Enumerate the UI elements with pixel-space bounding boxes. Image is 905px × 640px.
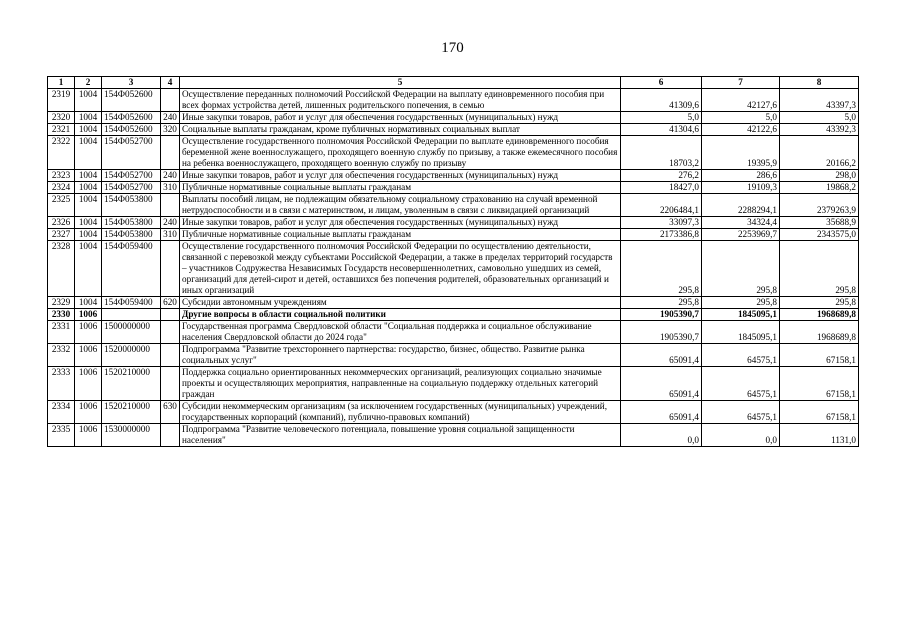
- table-row: [48, 424, 859, 447]
- column-header: 5: [180, 77, 621, 89]
- item-name: Осуществление переданных полномочий Российской Федерации на выплату единовременного пособия при всех формах устройства детей, лишенных родительского попечения, в семью: [180, 89, 621, 112]
- amount-year-2: 64575,1: [702, 344, 780, 367]
- expense-type-code: 240: [161, 170, 180, 182]
- amount-year-3: 67158,1: [780, 344, 859, 367]
- item-name: Социальные выплаты гражданам, кроме публичных нормативных социальных выплат: [180, 124, 621, 136]
- target-article-code: 154Ф053800: [102, 194, 161, 217]
- amount-year-2: 34324,4: [702, 217, 780, 229]
- table-row: [48, 297, 859, 309]
- item-name: Подпрограмма "Развитие трехстороннего партнерства: государство, бизнес, общество. Развитие рынка социальных услуг": [180, 344, 621, 367]
- section-code: 1004: [75, 297, 102, 309]
- amount-year-3: 295,8: [780, 297, 859, 309]
- item-name: Осуществление государственного полномочия Российской Федерации по выплате единовременного пособия беременной жене военнослужащего, проходящего военную службу по призыву, а также ежемесячного пособия на ребенка военнослужащего, проходящего военную службу по призыву: [180, 136, 621, 170]
- target-article-code: 1500000000: [102, 321, 161, 344]
- expense-type-code: 620: [161, 297, 180, 309]
- row-number: 2322: [48, 136, 75, 170]
- table-row: [48, 309, 859, 321]
- section-code: 1004: [75, 182, 102, 194]
- section-code: 1006: [75, 321, 102, 344]
- column-header: 7: [702, 77, 780, 89]
- amount-year-1: 65091,4: [621, 401, 702, 424]
- row-number: 2319: [48, 89, 75, 112]
- amount-year-3: 19868,2: [780, 182, 859, 194]
- amount-year-3: 35688,9: [780, 217, 859, 229]
- section-code: 1004: [75, 136, 102, 170]
- row-number: 2333: [48, 367, 75, 401]
- table-row: [48, 182, 859, 194]
- table-row: [48, 401, 859, 424]
- amount-year-1: 18703,2: [621, 136, 702, 170]
- row-number: 2325: [48, 194, 75, 217]
- amount-year-2: 0,0: [702, 424, 780, 447]
- column-header: 2: [75, 77, 102, 89]
- amount-year-2: 1845095,1: [702, 321, 780, 344]
- item-name: Выплаты пособий лицам, не подлежащим обязательному социальному страхованию на случай временной нетрудоспособности и в связи с материнством, и лицам, уволенным в связи с ликвидацией организаций: [180, 194, 621, 217]
- column-header: 1: [48, 77, 75, 89]
- target-article-code: 154Ф059400: [102, 297, 161, 309]
- item-name: Иные закупки товаров, работ и услуг для обеспечения государственных (муниципальных) нужд: [180, 170, 621, 182]
- amount-year-3: 2379263,9: [780, 194, 859, 217]
- amount-year-2: 2253969,7: [702, 229, 780, 241]
- amount-year-1: 5,0: [621, 112, 702, 124]
- expense-type-code: 630: [161, 401, 180, 424]
- table-row: [48, 241, 859, 297]
- amount-year-1: 1905390,7: [621, 321, 702, 344]
- column-header: 6: [621, 77, 702, 89]
- amount-year-1: 18427,0: [621, 182, 702, 194]
- amount-year-1: 65091,4: [621, 344, 702, 367]
- row-number: 2321: [48, 124, 75, 136]
- section-code: 1004: [75, 217, 102, 229]
- amount-year-2: 42127,6: [702, 89, 780, 112]
- table-row: [48, 89, 859, 112]
- target-article-code: 154Ф052700: [102, 136, 161, 170]
- item-name: Поддержка социально ориентированных некоммерческих организаций, реализующих социально значимые проекты и осуществляющих мероприятия, направленные на социальную поддержку отдельных категорий граждан: [180, 367, 621, 401]
- row-number: 2332: [48, 344, 75, 367]
- column-header: 4: [161, 77, 180, 89]
- section-code: 1004: [75, 124, 102, 136]
- row-number: 2320: [48, 112, 75, 124]
- target-article-code: 154Ф052700: [102, 182, 161, 194]
- amount-year-3: 2343575,0: [780, 229, 859, 241]
- row-number: 2326: [48, 217, 75, 229]
- target-article-code: 154Ф052600: [102, 89, 161, 112]
- table-row: [48, 321, 859, 344]
- amount-year-2: 19395,9: [702, 136, 780, 170]
- target-article-code: 154Ф053800: [102, 217, 161, 229]
- column-header: 3: [102, 77, 161, 89]
- section-code: 1004: [75, 170, 102, 182]
- section-code: 1006: [75, 367, 102, 401]
- amount-year-2: 64575,1: [702, 367, 780, 401]
- expense-type-code: [161, 309, 180, 321]
- page-number: 170: [441, 40, 464, 56]
- target-article-code: [102, 309, 161, 321]
- section-code: 1006: [75, 344, 102, 367]
- column-header: 8: [780, 77, 859, 89]
- amount-year-1: 0,0: [621, 424, 702, 447]
- table-row: [48, 367, 859, 401]
- budget-table: [47, 76, 859, 447]
- amount-year-3: 67158,1: [780, 401, 859, 424]
- row-number: 2324: [48, 182, 75, 194]
- table-row: [48, 112, 859, 124]
- amount-year-3: 1968689,8: [780, 309, 859, 321]
- amount-year-3: 43397,3: [780, 89, 859, 112]
- amount-year-3: 298,0: [780, 170, 859, 182]
- row-number: 2328: [48, 241, 75, 297]
- expense-type-code: [161, 194, 180, 217]
- amount-year-2: 42122,6: [702, 124, 780, 136]
- amount-year-1: 65091,4: [621, 367, 702, 401]
- target-article-code: 154Ф052700: [102, 170, 161, 182]
- amount-year-2: 286,6: [702, 170, 780, 182]
- target-article-code: 1530000000: [102, 424, 161, 447]
- amount-year-2: 64575,1: [702, 401, 780, 424]
- table-row: [48, 217, 859, 229]
- section-code: 1006: [75, 424, 102, 447]
- target-article-code: 154Ф052600: [102, 112, 161, 124]
- amount-year-2: 1845095,1: [702, 309, 780, 321]
- section-code: 1006: [75, 401, 102, 424]
- section-code: 1004: [75, 241, 102, 297]
- amount-year-1: 2206484,1: [621, 194, 702, 217]
- table-row: [48, 194, 859, 217]
- amount-year-3: 43392,3: [780, 124, 859, 136]
- section-code: 1004: [75, 229, 102, 241]
- header-row: [48, 77, 859, 89]
- amount-year-2: 295,8: [702, 241, 780, 297]
- section-code: 1004: [75, 89, 102, 112]
- section-code: 1004: [75, 194, 102, 217]
- amount-year-3: 1968689,8: [780, 321, 859, 344]
- target-article-code: 154Ф059400: [102, 241, 161, 297]
- row-number: 2329: [48, 297, 75, 309]
- amount-year-3: 295,8: [780, 241, 859, 297]
- amount-year-1: 295,8: [621, 241, 702, 297]
- row-number: 2335: [48, 424, 75, 447]
- expense-type-code: [161, 344, 180, 367]
- row-number: 2334: [48, 401, 75, 424]
- table-row: [48, 170, 859, 182]
- amount-year-1: 2173386,8: [621, 229, 702, 241]
- expense-type-code: [161, 321, 180, 344]
- expense-type-code: [161, 241, 180, 297]
- section-code: 1004: [75, 112, 102, 124]
- amount-year-1: 276,2: [621, 170, 702, 182]
- expense-type-code: [161, 424, 180, 447]
- item-name: Подпрограмма "Развитие человеческого потенциала, повышение уровня социальной защищенности населения": [180, 424, 621, 447]
- item-name: Публичные нормативные социальные выплаты гражданам: [180, 182, 621, 194]
- amount-year-3: 1131,0: [780, 424, 859, 447]
- amount-year-3: 5,0: [780, 112, 859, 124]
- target-article-code: 154Ф053800: [102, 229, 161, 241]
- item-name: Государственная программа Свердловской области "Социальная поддержка и социальное обслуживание населения Свердловской области до 2024 года": [180, 321, 621, 344]
- target-article-code: 1520000000: [102, 344, 161, 367]
- amount-year-2: 19109,3: [702, 182, 780, 194]
- item-name: Иные закупки товаров, работ и услуг для обеспечения государственных (муниципальных) нужд: [180, 112, 621, 124]
- item-name: Публичные нормативные социальные выплаты гражданам: [180, 229, 621, 241]
- expense-type-code: [161, 136, 180, 170]
- expense-type-code: 240: [161, 217, 180, 229]
- item-name: Субсидии некоммерческим организациям (за исключением государственных (муниципальных) учреждений, государственных корпораций (компаний), публично-правовых компаний): [180, 401, 621, 424]
- amount-year-2: 2288294,1: [702, 194, 780, 217]
- amount-year-1: 41309,6: [621, 89, 702, 112]
- item-name: Субсидии автономным учреждениям: [180, 297, 621, 309]
- target-article-code: 154Ф052600: [102, 124, 161, 136]
- amount-year-1: 295,8: [621, 297, 702, 309]
- expense-type-code: 310: [161, 229, 180, 241]
- amount-year-1: 41304,6: [621, 124, 702, 136]
- expense-type-code: 310: [161, 182, 180, 194]
- amount-year-2: 5,0: [702, 112, 780, 124]
- section-code: 1006: [75, 309, 102, 321]
- amount-year-1: 33097,3: [621, 217, 702, 229]
- table-row: [48, 229, 859, 241]
- target-article-code: 1520210000: [102, 367, 161, 401]
- row-number: 2323: [48, 170, 75, 182]
- expense-type-code: [161, 367, 180, 401]
- amount-year-3: 20166,2: [780, 136, 859, 170]
- item-name: Иные закупки товаров, работ и услуг для обеспечения государственных (муниципальных) нужд: [180, 217, 621, 229]
- table-row: [48, 136, 859, 170]
- expense-type-code: 320: [161, 124, 180, 136]
- row-number: 2327: [48, 229, 75, 241]
- amount-year-2: 295,8: [702, 297, 780, 309]
- target-article-code: 1520210000: [102, 401, 161, 424]
- table-row: [48, 344, 859, 367]
- expense-type-code: [161, 89, 180, 112]
- expense-type-code: 240: [161, 112, 180, 124]
- item-name: Другие вопросы в области социальной политики: [180, 309, 621, 321]
- item-name: Осуществление государственного полномочия Российской Федерации по осуществлению деятельности, связанной с перевозкой между субъектами Российской Федерации, а также в пределах территорий государств – участников Содружества Независимых Государств несовершеннолетних, самовольно ушедших из семей, организаций для детей-сирот и детей, оставшихся без попечения родителей, образовательных организаций и иных организаций: [180, 241, 621, 297]
- row-number: 2331: [48, 321, 75, 344]
- amount-year-3: 67158,1: [780, 367, 859, 401]
- row-number: 2330: [48, 309, 75, 321]
- amount-year-1: 1905390,7: [621, 309, 702, 321]
- table-row: [48, 124, 859, 136]
